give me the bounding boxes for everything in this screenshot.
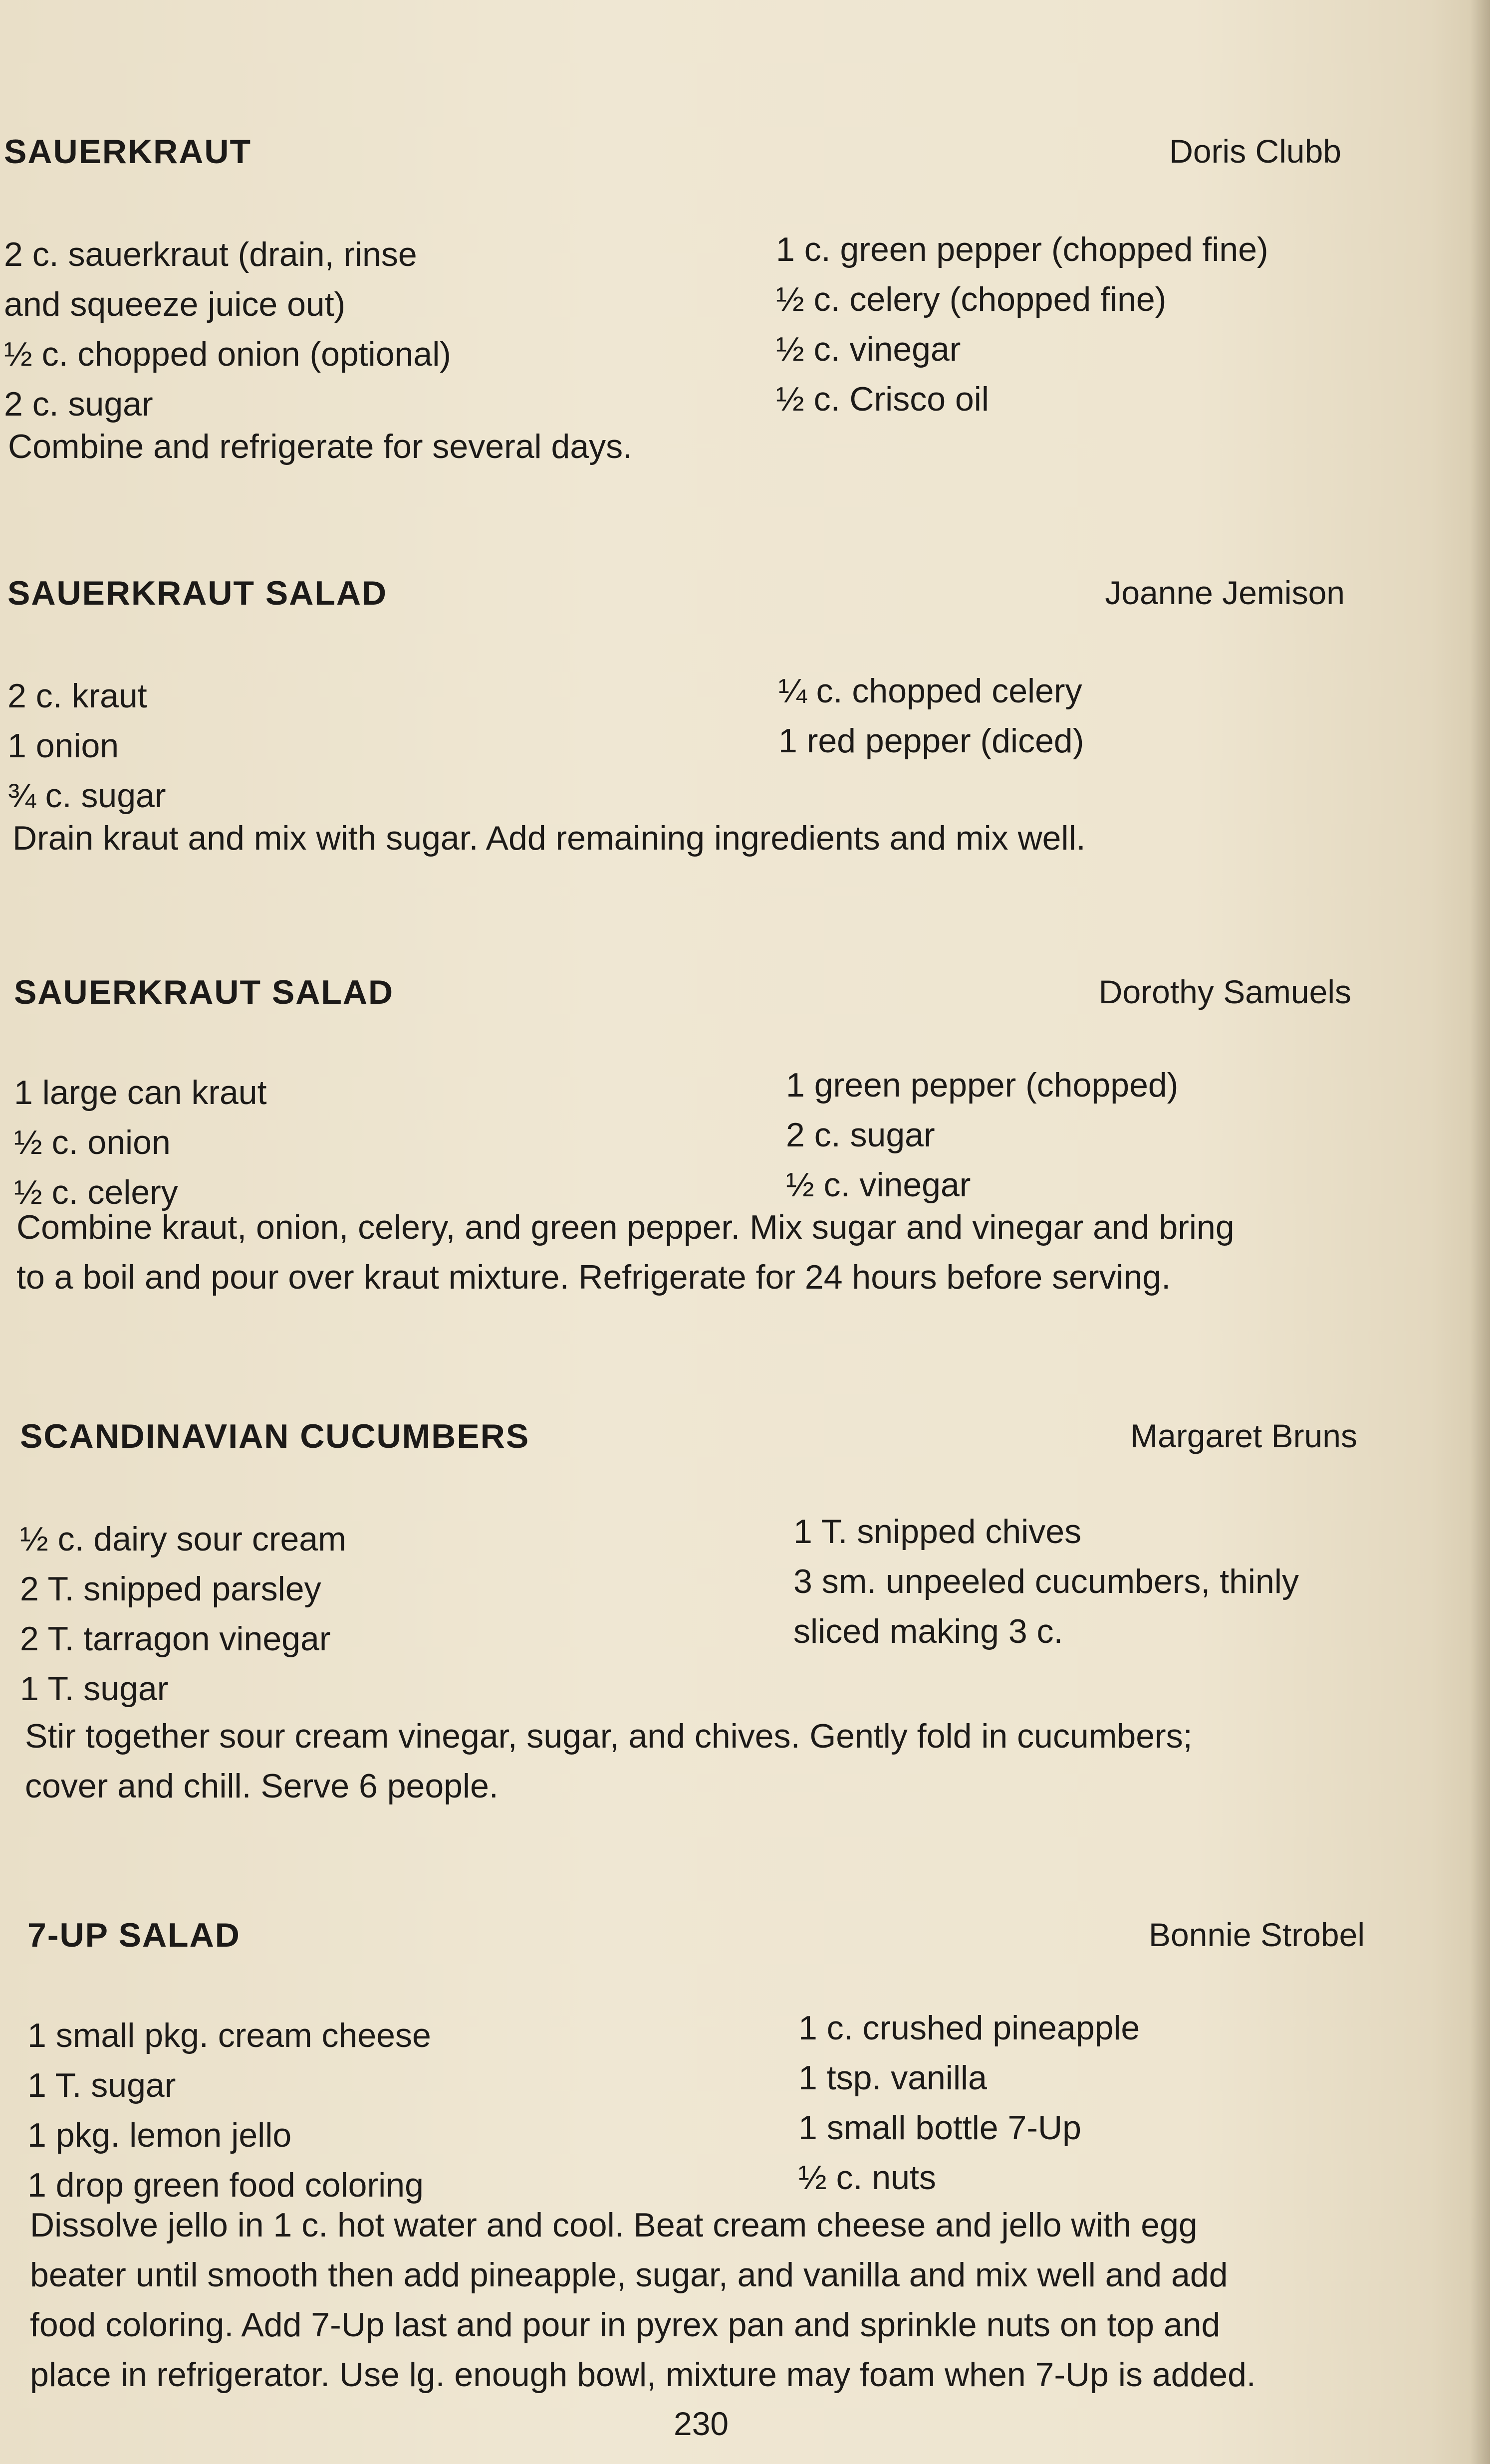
- ingredient: ½ c. chopped onion (optional): [4, 335, 451, 373]
- recipe-author: Bonnie Strobel: [1149, 1916, 1365, 1953]
- ingredient: 3 sm. unpeeled cucumbers, thinly: [793, 1563, 1299, 1600]
- ingredient: ¾ c. sugar: [7, 777, 166, 815]
- instruction-line: Combine kraut, onion, celery, and green pepper. Mix sugar and vinegar and bring: [16, 1208, 1235, 1246]
- instruction-line: food coloring. Add 7-Up last and pour in pyrex pan and sprinkle nuts on top and: [30, 2306, 1221, 2344]
- instruction-line: beater until smooth then add pineapple, sugar, and vanilla and mix well and add: [30, 2256, 1228, 2294]
- ingredient: 1 onion: [7, 727, 119, 765]
- ingredients-right: [776, 224, 1268, 424]
- ingredient: 1 T. sugar: [27, 2066, 176, 2104]
- ingredient: 1 small bottle 7-Up: [798, 2109, 1081, 2147]
- instruction-line: Drain kraut and mix with sugar. Add remaining ingredients and mix well.: [12, 819, 1086, 857]
- instruction-line: Combine and refrigerate for several days.: [8, 428, 633, 465]
- recipe-title: SAUERKRAUT SALAD: [14, 973, 394, 1011]
- recipe-title: SCANDINAVIAN CUCUMBERS: [20, 1417, 530, 1455]
- instruction-line: to a boil and pour over kraut mixture. Refrigerate for 24 hours before serving.: [16, 1258, 1171, 1296]
- ingredients-right: [798, 2003, 1140, 2203]
- ingredient: 1 drop green food coloring: [27, 2166, 424, 2204]
- ingredient: 2 T. snipped parsley: [20, 1570, 321, 1608]
- ingredients-left: [27, 2011, 431, 2210]
- ingredients-left: [20, 1514, 346, 1714]
- recipe-author: Joanne Jemison: [1105, 574, 1345, 611]
- ingredient: and squeeze juice out): [4, 285, 346, 323]
- recipe-author: Doris Clubb: [1169, 133, 1341, 170]
- ingredient: 2 T. tarragon vinegar: [20, 1620, 331, 1658]
- ingredients-right: [786, 1060, 1178, 1210]
- ingredients-left: [4, 229, 451, 429]
- ingredient: ½ c. onion: [14, 1123, 171, 1161]
- ingredient: 1 green pepper (chopped): [786, 1066, 1179, 1104]
- ingredients-right: [793, 1507, 1299, 1656]
- recipe-author: Margaret Bruns: [1130, 1417, 1357, 1454]
- instruction-line: Dissolve jello in 1 c. hot water and cool. Beat cream cheese and jello with egg: [30, 2206, 1198, 2244]
- ingredient: ½ c. celery: [14, 1173, 178, 1211]
- page-number: 230: [674, 2405, 729, 2442]
- ingredients-right: [778, 666, 1084, 766]
- recipe-instructions: [25, 1711, 1392, 1811]
- ingredient: 1 small pkg. cream cheese: [27, 2016, 431, 2054]
- ingredient: ½ c. dairy sour cream: [20, 1520, 346, 1558]
- ingredient: ½ c. vinegar: [786, 1166, 971, 1204]
- ingredient: ½ c. Crisco oil: [776, 380, 989, 418]
- ingredient: sliced making 3 c.: [793, 1612, 1063, 1650]
- ingredient: 1 large can kraut: [14, 1074, 267, 1112]
- ingredient: 1 red pepper (diced): [778, 722, 1084, 760]
- ingredient: 2 c. sauerkraut (drain, rinse: [4, 235, 417, 273]
- recipe-instructions: [8, 422, 1375, 471]
- ingredients-left: [14, 1068, 267, 1217]
- ingredient: ½ c. celery (chopped fine): [776, 280, 1167, 318]
- recipe-title: 7-UP SALAD: [27, 1916, 241, 1954]
- ingredient: 2 c. sugar: [786, 1116, 935, 1154]
- ingredient: 1 tsp. vanilla: [798, 2059, 987, 2097]
- ingredient: ½ c. vinegar: [776, 330, 961, 368]
- instruction-line: place in refrigerator. Use lg. enough bowl, mixture may foam when 7-Up is added.: [30, 2356, 1256, 2394]
- instruction-line: cover and chill. Serve 6 people.: [25, 1767, 498, 1805]
- recipe-instructions: [30, 2200, 1397, 2400]
- recipe-instructions: [12, 813, 1380, 863]
- ingredient: ½ c. nuts: [798, 2159, 936, 2197]
- ingredient: 2 c. sugar: [4, 385, 153, 423]
- ingredient: 1 pkg. lemon jello: [27, 2116, 292, 2154]
- recipe-author: Dorothy Samuels: [1098, 973, 1351, 1010]
- recipe-title: SAUERKRAUT SALAD: [7, 574, 388, 612]
- recipe-title: SAUERKRAUT: [4, 133, 251, 171]
- recipe-instructions: [16, 1202, 1384, 1302]
- ingredient: 1 T. snipped chives: [793, 1513, 1082, 1551]
- ingredient: ¼ c. chopped celery: [778, 672, 1082, 710]
- ingredient: 1 T. sugar: [20, 1670, 169, 1708]
- ingredient: 2 c. kraut: [7, 677, 147, 715]
- ingredients-left: [7, 671, 166, 821]
- ingredient: 1 c. crushed pineapple: [798, 2009, 1140, 2047]
- ingredient: 1 c. green pepper (chopped fine): [776, 230, 1268, 268]
- page-edge-shadow: [1470, 0, 1490, 2464]
- instruction-line: Stir together sour cream vinegar, sugar, and chives. Gently fold in cucumbers;: [25, 1717, 1193, 1755]
